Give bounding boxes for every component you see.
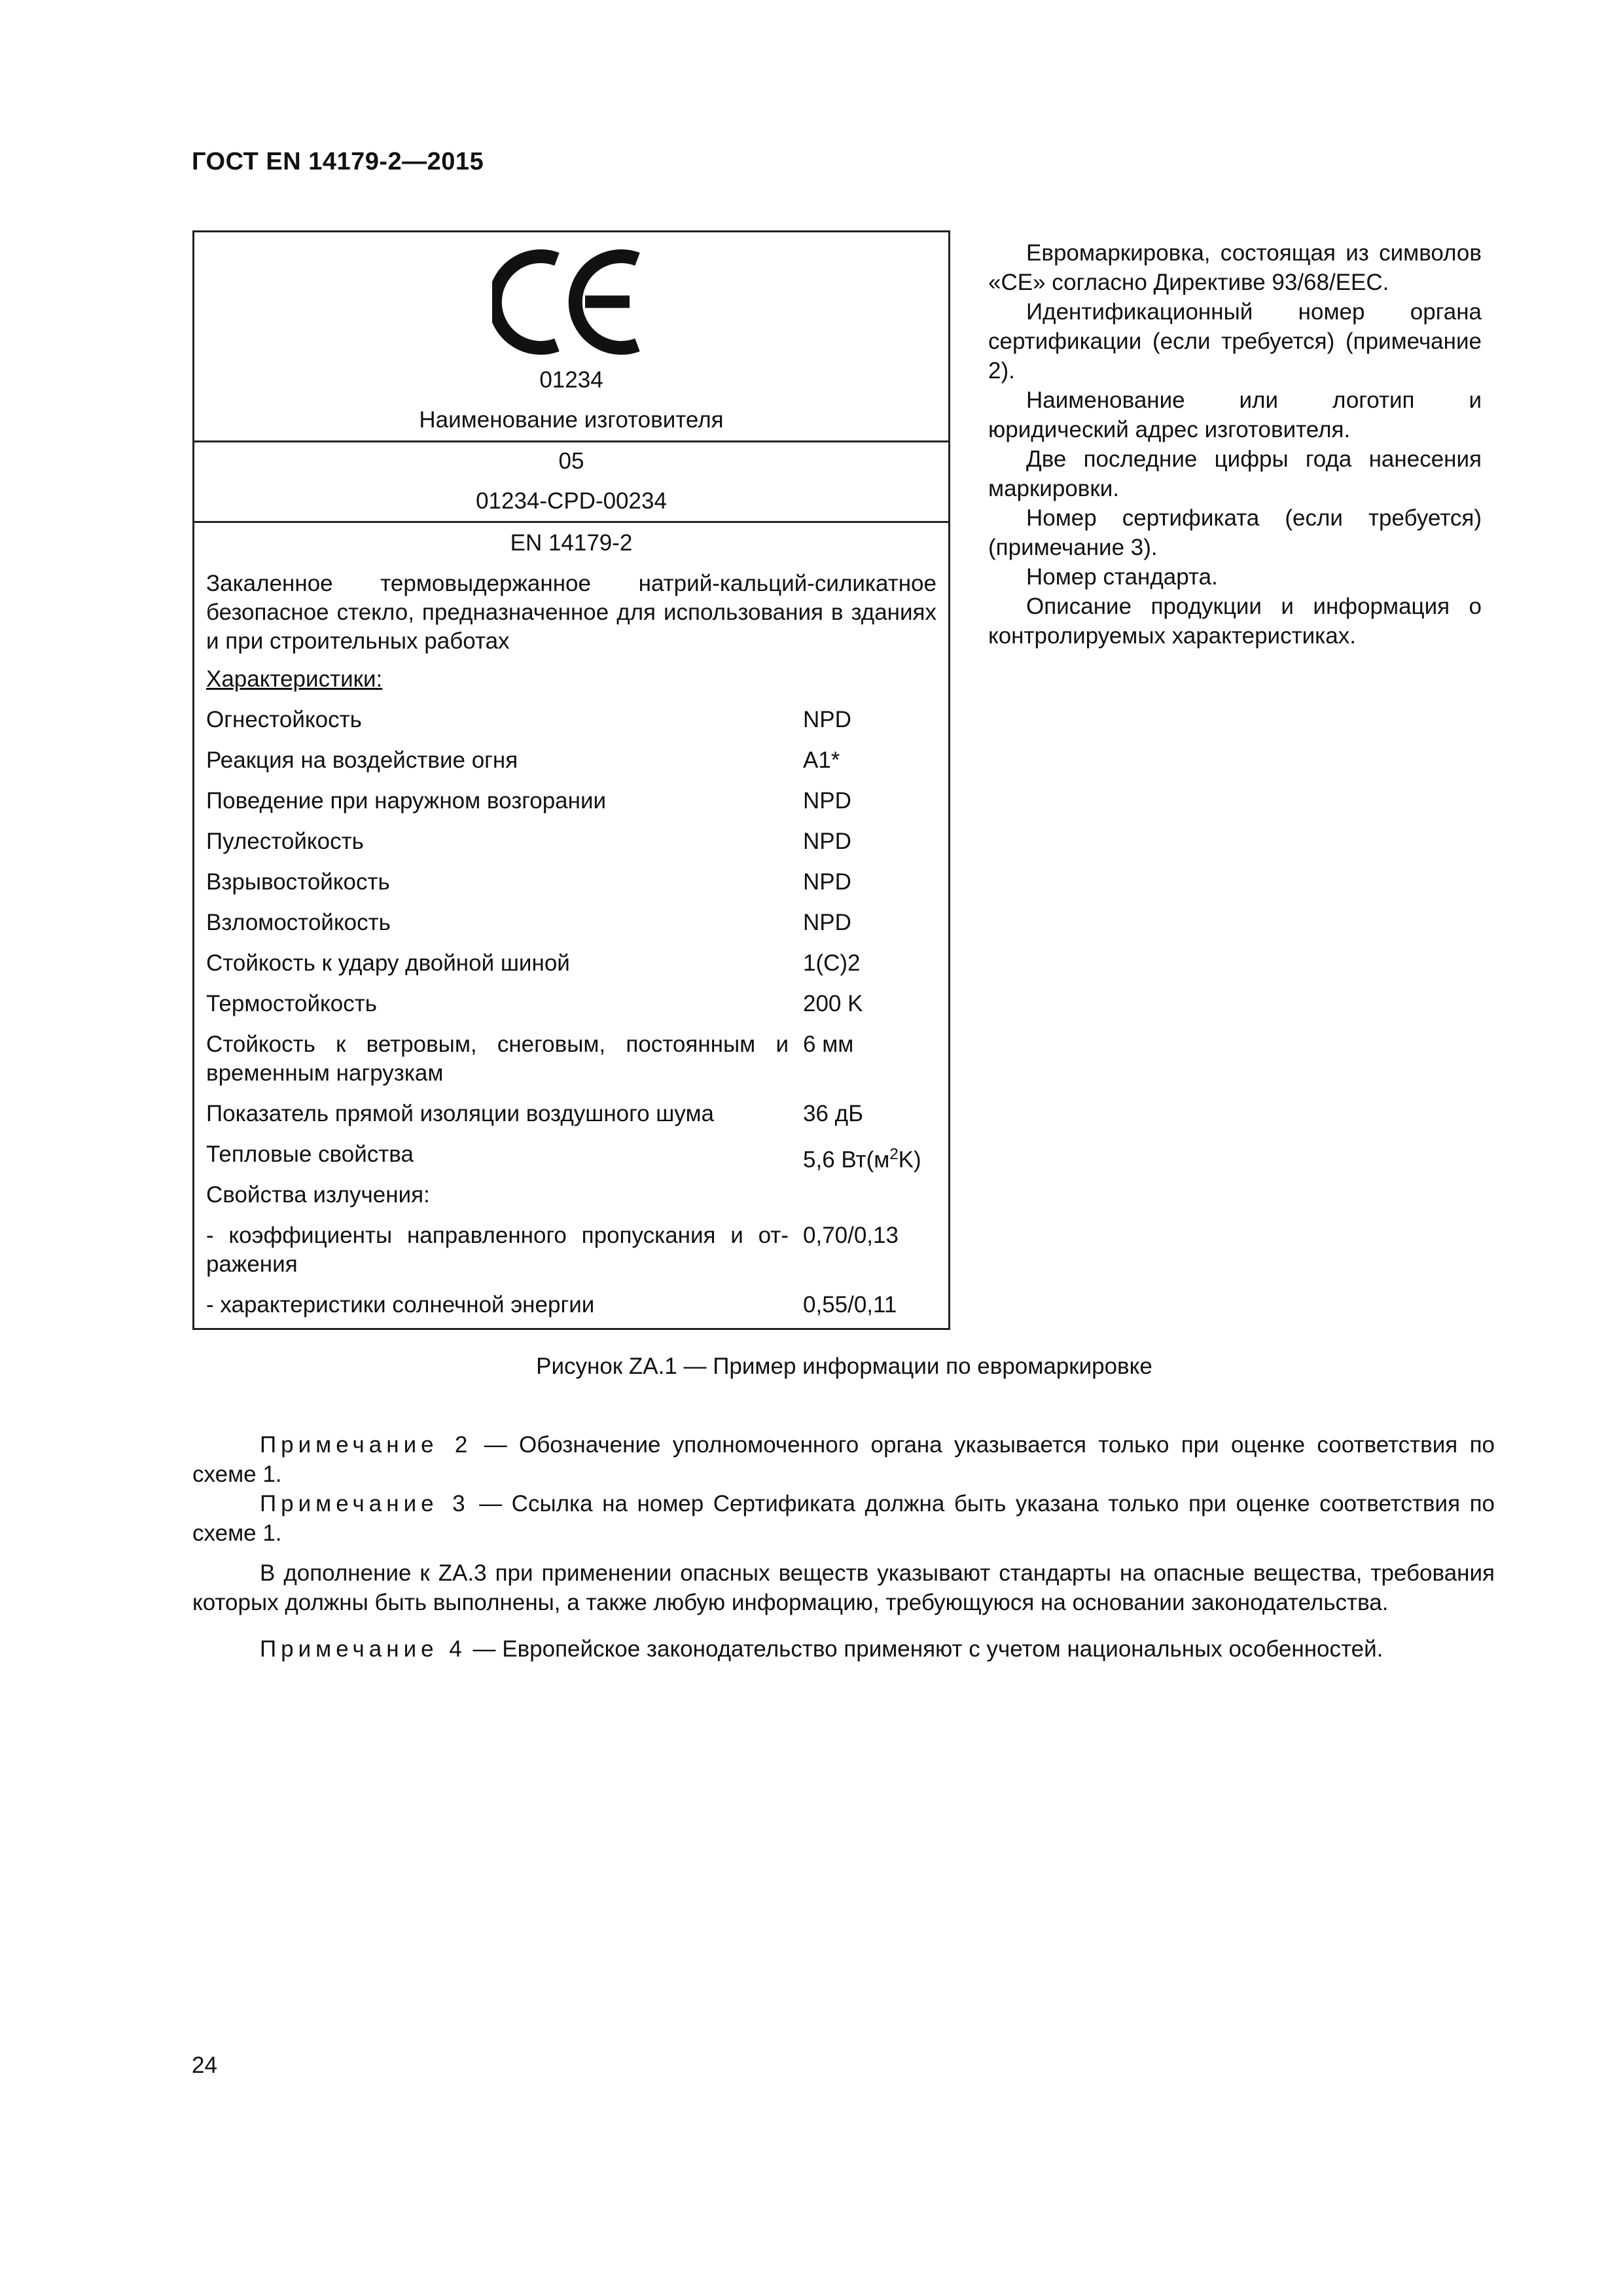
note-4: Примечание 4 — Европейское законодательство применяют с учетом национальных особенностей. bbox=[260, 1636, 1383, 1662]
characteristic-name: Реакция на воздействие огня bbox=[206, 747, 518, 773]
characteristic-value: NPD bbox=[803, 829, 851, 854]
characteristic-name: Взломостойкость bbox=[206, 910, 391, 935]
characteristic-value: A1* bbox=[803, 747, 840, 773]
hazardous-substances-paragraph: В дополнение к ZA.3 при применении опасных веществ указывают стандарты на опасные вещества, требования которых должны быть выполнены, а также любую информацию, требующуюся на основании законодательства. bbox=[192, 1560, 1495, 1615]
note-3: Примечание 3 — Ссылка на номер Сертификата должна быть указана только при оценке соответствия по схеме 1. bbox=[192, 1491, 1495, 1546]
page-number: 24 bbox=[192, 2053, 217, 2078]
characteristic-name: - коэффициенты направленного пропускания и от- bbox=[206, 1223, 789, 1248]
divider bbox=[194, 521, 948, 523]
characteristic-name: Свойства излучения: bbox=[206, 1182, 430, 1208]
explanation-item: Описание продукции и информация о контролируемых характеристиках. bbox=[988, 594, 1482, 649]
standard-number: EN 14179-2 bbox=[510, 530, 633, 556]
characteristic-name: Показатель прямой изоляции воздушного шума bbox=[206, 1101, 715, 1126]
characteristic-value: NPD bbox=[803, 869, 851, 895]
characteristic-name: Взрывостойкость bbox=[206, 869, 390, 895]
year-of-marking: 05 bbox=[558, 448, 584, 474]
characteristic-name: Огнестойкость bbox=[206, 707, 362, 732]
product-description: Закаленное термовыдержанное натрий-кальций-силикатное безопасное стекло, предназначенное для использования в зданиях и при строительных работах bbox=[206, 571, 936, 654]
explanation-item: Две последние цифры года нанесения маркировки. bbox=[988, 446, 1482, 501]
notified-body-number: 01234 bbox=[539, 367, 603, 393]
characteristic-value: NPD bbox=[803, 910, 851, 935]
divider bbox=[194, 440, 948, 442]
characteristic-name-continued: ражения bbox=[206, 1251, 298, 1277]
manufacturer-name: Наименование изготовителя bbox=[419, 407, 724, 433]
characteristic-name: Стойкость к удару двойной шиной bbox=[206, 950, 570, 976]
characteristic-value: 0,70/0,13 bbox=[803, 1223, 899, 1248]
explanation-item: Идентификационный номер органа сертификации (если требуется) (примечание 2). bbox=[988, 299, 1482, 384]
characteristic-name: Термостойкость bbox=[206, 991, 377, 1016]
characteristic-name: - характеристики солнечной энергии bbox=[206, 1292, 595, 1318]
explanation-item: Наименование или логотип и юридический адрес изготовителя. bbox=[988, 387, 1482, 442]
characteristic-name-continued: временным нагрузкам bbox=[206, 1060, 444, 1086]
note-2: Примечание 2 — Обозначение уполномоченного органа указывается только при оценке соответствия по схеме 1. bbox=[192, 1432, 1495, 1487]
characteristic-value: NPD bbox=[803, 788, 851, 814]
characteristic-value: 0,55/0,11 bbox=[803, 1292, 897, 1318]
ce-mark-icon bbox=[492, 248, 643, 356]
explanation-item: Номер сертификата (если требуется) (примечание 3). bbox=[988, 505, 1482, 560]
characteristic-name: Поведение при наружном возгорании bbox=[206, 788, 607, 814]
ce-marking-label: 01234 Наименование изготовителя 05 01234-CPD-00234 EN 14179-2 Закаленное термовыдержанное натрий-кальций-силикатное безопасное стекло, предназначенное для использования в зданиях и при строительных работах Характеристики: Огнестойкость NPD Реакция на воздействие огня A1* Поведение при наружном возгорании NPD Пулестойкость NPD Взрывостойкость NPD Взломостойкость NPD Стойкость к удару двойной шиной 1(С)2 Термостойкость 200 K Стойкость к ветровым, снеговым, постоянным и временным нагрузкам 6 мм Показатель прямой изоляции воздушного шума 36 дБ Тепловые свойства 5,6 $Вт(м^2K)$ Свойства излучения: - коэффициенты направленного пропускания и от- ражения 0,70/0,13 - характеристики солнечной энергии 0,55/0,11 bbox=[192, 230, 950, 1330]
characteristic-value: 6 мм bbox=[803, 1031, 854, 1057]
explanation-item: Номер стандарта. bbox=[1026, 564, 1218, 590]
characteristic-name: Стойкость к ветровым, снеговым, постоянным и bbox=[206, 1031, 789, 1057]
characteristic-name: Тепловые свойства bbox=[206, 1141, 414, 1167]
notes-block bbox=[192, 1430, 1495, 1548]
characteristic-value: 36 дБ bbox=[803, 1101, 864, 1126]
marking-explanations bbox=[988, 238, 1482, 651]
characteristic-value: NPD bbox=[803, 707, 851, 732]
characteristic-value: 5,6 $Вт(м^2K)$ bbox=[803, 1145, 921, 1173]
certificate-number: 01234-CPD-00234 bbox=[476, 488, 667, 514]
explanation-item: Евромаркировка, состоящая из символов «CE» согласно Директиве 93/68/EEC. bbox=[988, 240, 1482, 295]
document-header: ГОСТ EN 14179-2—2015 bbox=[192, 148, 484, 175]
characteristic-value: 1(С)2 bbox=[803, 950, 861, 976]
characteristic-name: Пулестойкость bbox=[206, 829, 364, 854]
characteristic-value: 200 K bbox=[803, 991, 863, 1016]
figure-caption: Рисунок ZA.1 — Пример информации по евромаркировке bbox=[536, 1354, 1152, 1379]
